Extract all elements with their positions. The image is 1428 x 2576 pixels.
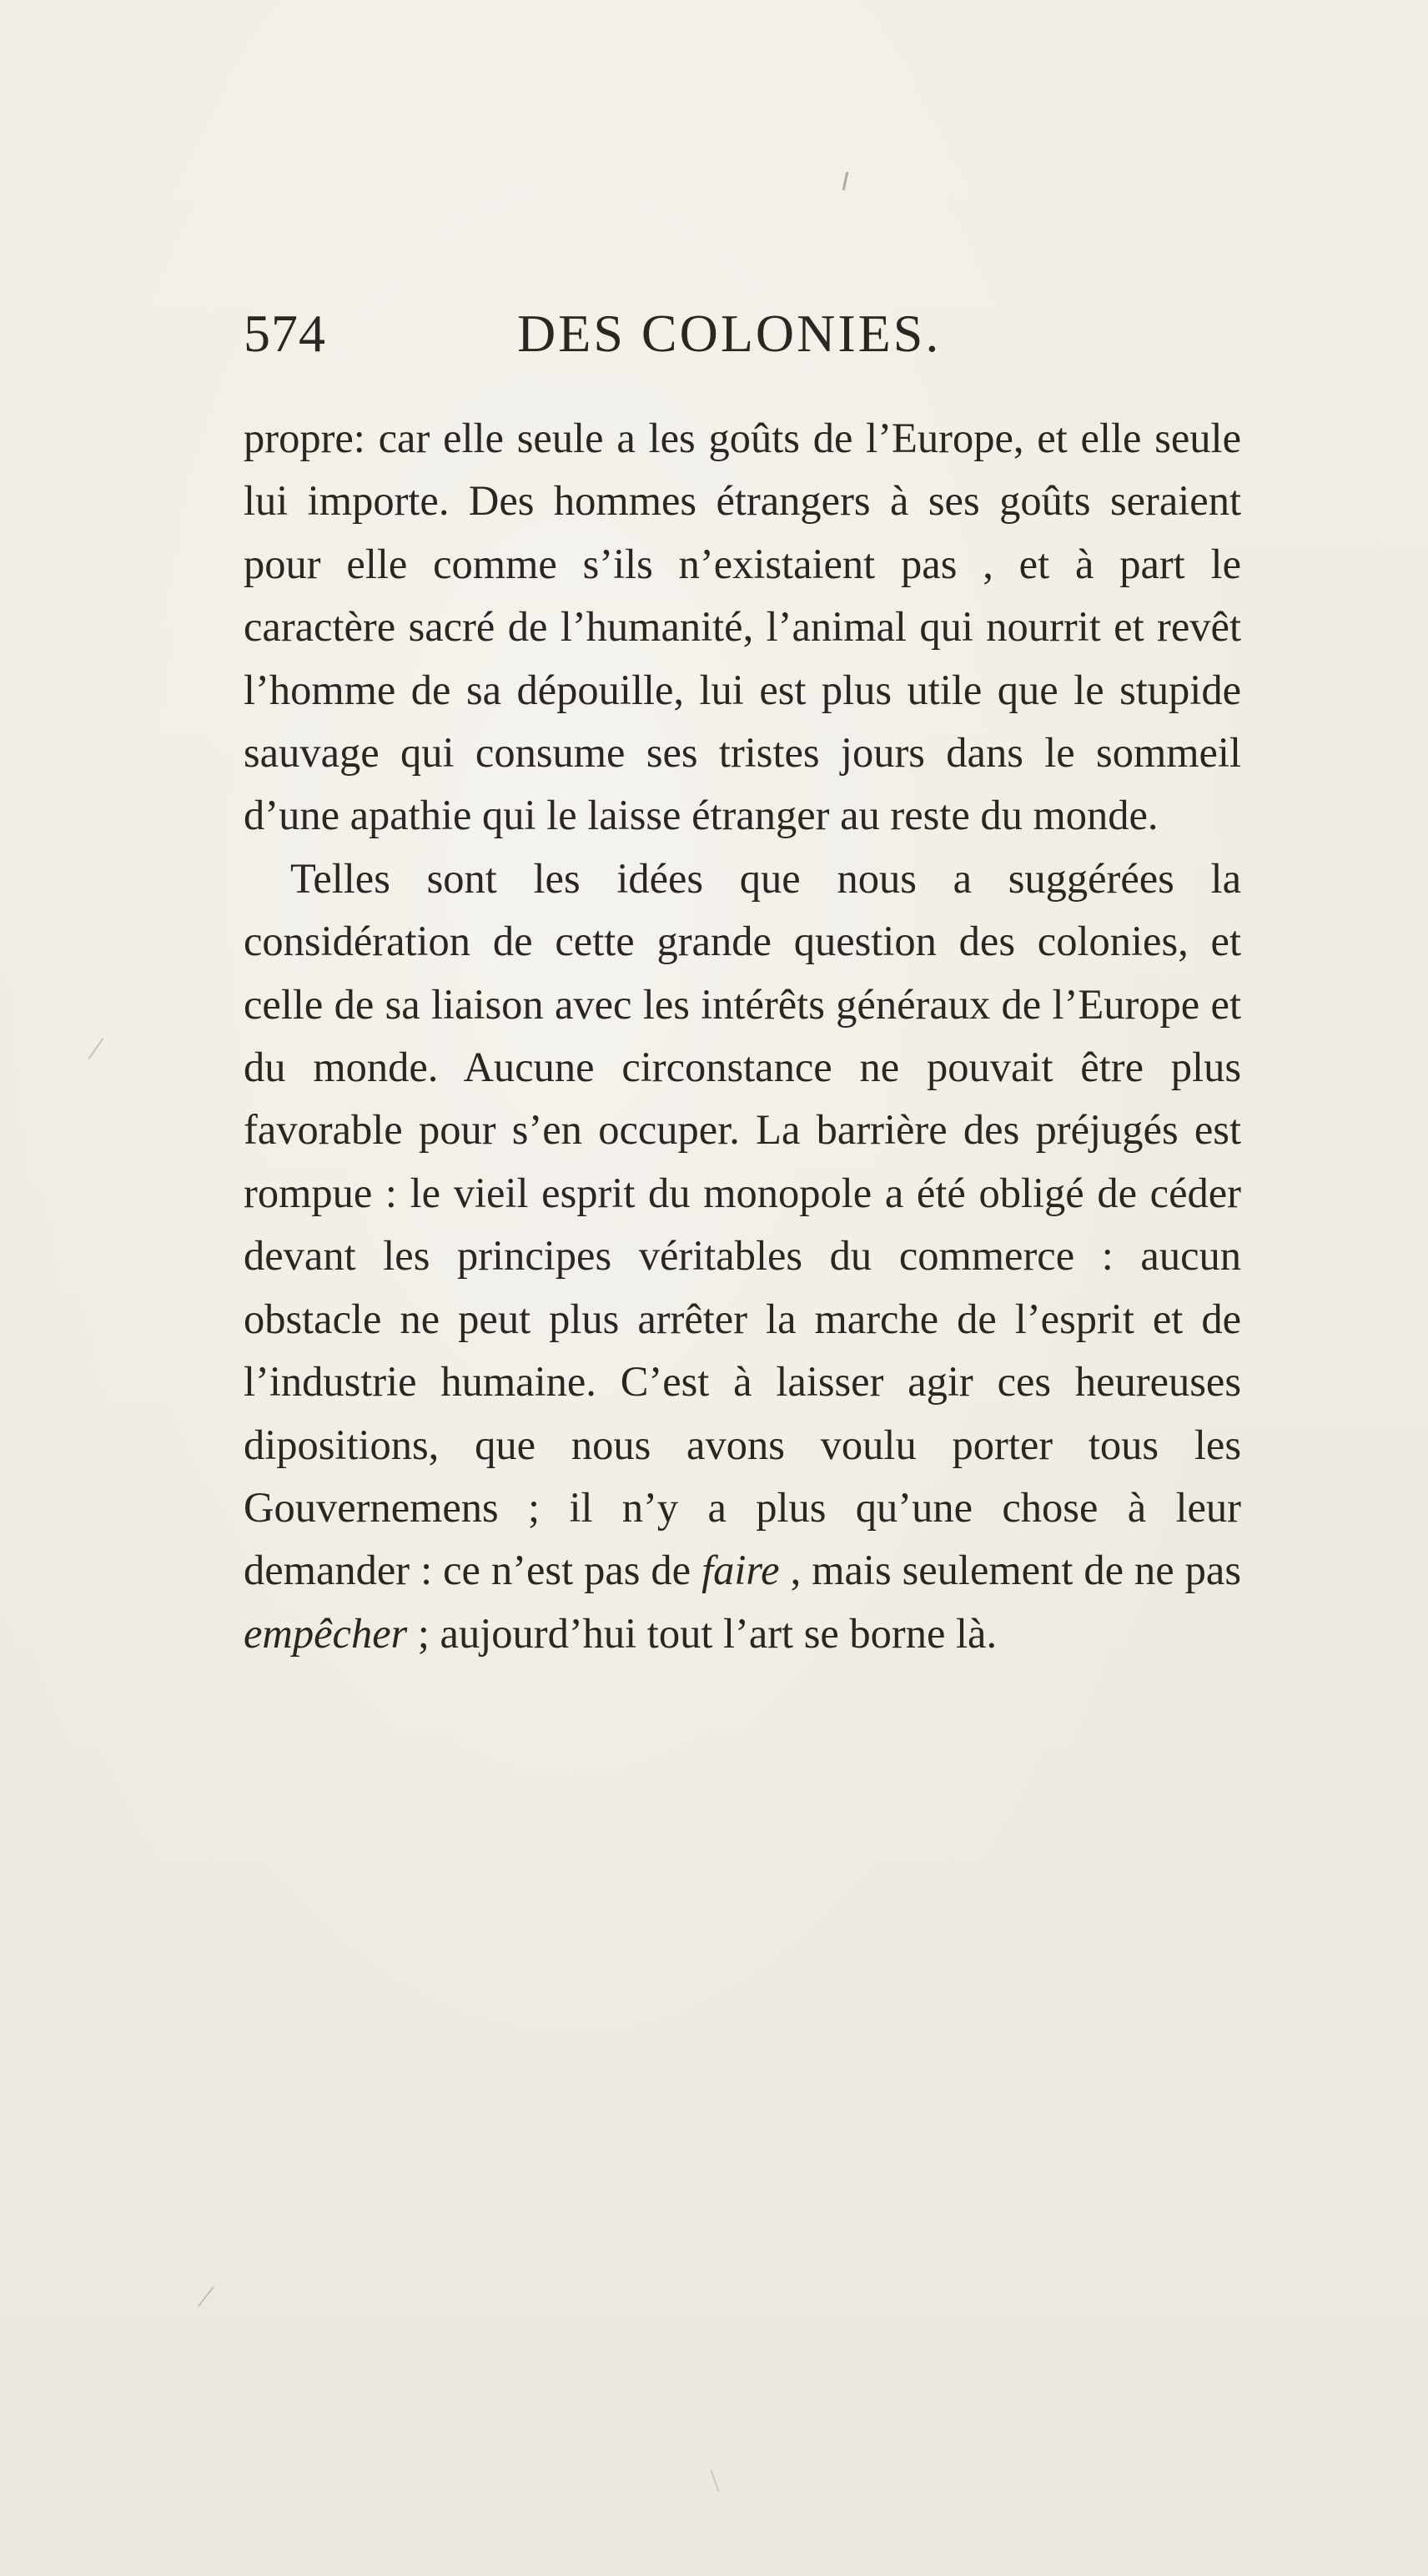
paper-mark	[710, 2470, 719, 2493]
page-body	[244, 407, 1241, 1665]
running-head: DES COLONIES.	[517, 304, 942, 363]
paper-mark	[88, 1038, 104, 1059]
italic-word-faire: faire	[701, 1547, 780, 1594]
ink-speck	[842, 172, 849, 190]
paragraph-2-connector-text: , mais seulement de ne pas	[779, 1547, 1241, 1594]
paper-mark	[198, 2287, 214, 2307]
italic-word-empecher: empêcher	[244, 1609, 408, 1657]
paragraph-2-main-text: Telles sont les idées que nous a suggérées la considération de cette grande question des colonies, et celle de sa liaison avec les intérêts généraux de l’Europe et du monde. Aucune circonstance ne pouvait être plus favorable pour s’en occuper. La barrière des préjugés est rompue : le vieil esprit du monopole a été obligé de céder devant les principes véritables du commerce : aucun obstacle ne peut plus arrêter la marche de l’esprit et de l’industrie humaine. C’est à laisser agir ces heureuses dipositions, que nous avons voulu porter tous les Gouvernemens ; il n’y a plus qu’une chose à leur demander : ce n’est pas de	[244, 854, 1241, 1594]
page-header	[244, 297, 1244, 370]
paragraph-1: propre: car elle seule a les goûts de l’Europe, et elle seule lui importe. Des hommes étrangers à ses goûts seraient pour elle comme s’ils n’existaient pas , et à part le caractère sacré de l’humanité, l’animal qui nourrit et revêt l’homme de sa dépouille, lui est plus utile que le stupide sauvage qui consume ses tristes jours dans le sommeil d’une apathie qui le laisse étranger au reste du monde.	[244, 415, 1241, 839]
page-number: 574	[244, 304, 326, 363]
paragraph-2	[244, 848, 1241, 1665]
paragraph-2-ending-text: ; aujourd’hui tout l’art se borne là.	[407, 1609, 998, 1657]
